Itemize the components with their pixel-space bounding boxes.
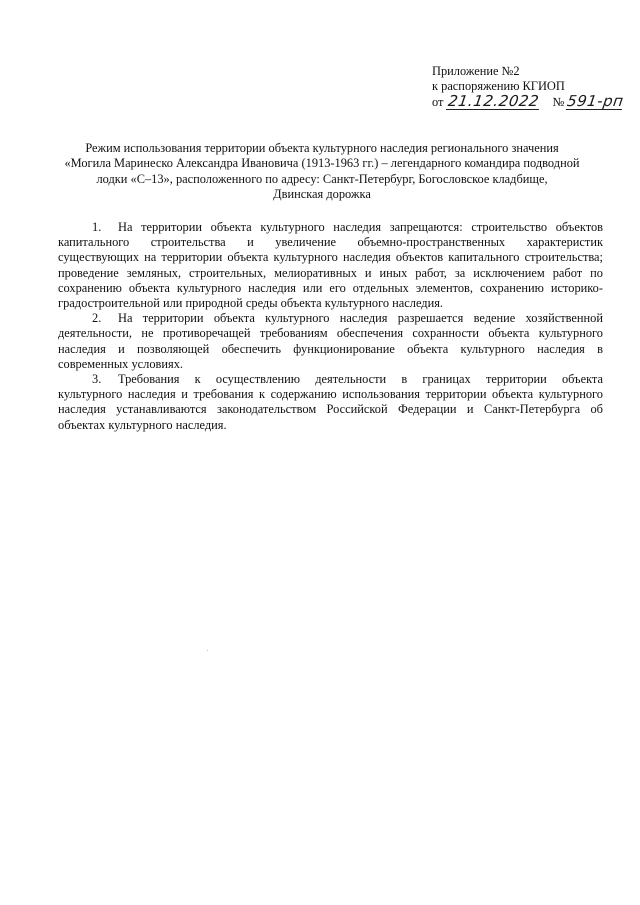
paragraph-number: 3. [92,372,102,387]
handwritten-number: 591-рп [566,92,626,110]
paragraph-2 [58,311,603,372]
appendix-order-reference: к распоряжению КГИОП [432,79,565,93]
paragraph-line: культурного наследия и требования к содержанию использования территории объекта культурного [58,387,603,402]
paragraph-3 [58,372,603,433]
paragraph-line: сохранению объекта культурного наследия или его отдельных элементов, сохранению историко- [58,280,603,295]
paragraph-line: современных условиях. [58,356,184,371]
document-title [58,141,586,203]
paragraph-line: градостроительной или природной среды объекта культурного наследия. [58,296,444,311]
paragraph-line: 1. На территории объекта культурного наследия запрещаются: строительство объектов [58,220,603,235]
paragraph-line: 2. На территории объекта культурного наследия разрешается ведение хозяйственной [58,311,603,326]
appendix-header [432,64,626,110]
paragraph-line: объектах культурного наследия. [58,417,227,432]
paragraph-number: 2. [92,311,102,326]
appendix-date-number-line [432,92,626,110]
paragraph-line: наследия и позволяющей обеспечить функционирование объекта культурного наследия в [58,341,603,356]
paragraph-line: капитального строительства и увеличение объемно-пространственных характеристик [58,235,603,250]
title-line-4: Двинская дорожка [273,187,371,202]
date-prefix: от [432,95,444,109]
scan-speck [207,650,208,651]
paragraph-number: 1. [92,220,102,234]
document-body [58,220,603,433]
paragraph-1 [58,220,603,311]
title-line-1: Режим использования территории объекта культурного наследия регионального значения [85,141,559,155]
handwritten-date: 21.12.2022 [446,92,540,110]
appendix-label: Приложение №2 [432,64,520,78]
title-line-3: лодки «С–13», расположенного по адресу: Санкт-Петербург, Богословское кладбище, [96,171,548,186]
paragraph-line: наследия устанавливаются законодательством Российской Федерации и Санкт-Петербурга об [58,402,603,417]
paragraph-line: проведение земляных, строительных, мелиоративных и иных работ, за исключением работ по [58,265,603,280]
title-line-2: «Могила Маринеско Александра Ивановича (1913-1963 гг.) – легендарного командира подводной [64,156,580,171]
paragraph-line: 3. Требования к осуществлению деятельности в границах территории объекта [58,372,603,387]
number-prefix: № [552,95,565,109]
paragraph-line: деятельности, не противоречащей требованиям обеспечения сохранности объекта культурного [58,326,603,341]
paragraph-line: существующих на территории объекта культурного наследия объектов капитального строительства; [58,250,603,265]
